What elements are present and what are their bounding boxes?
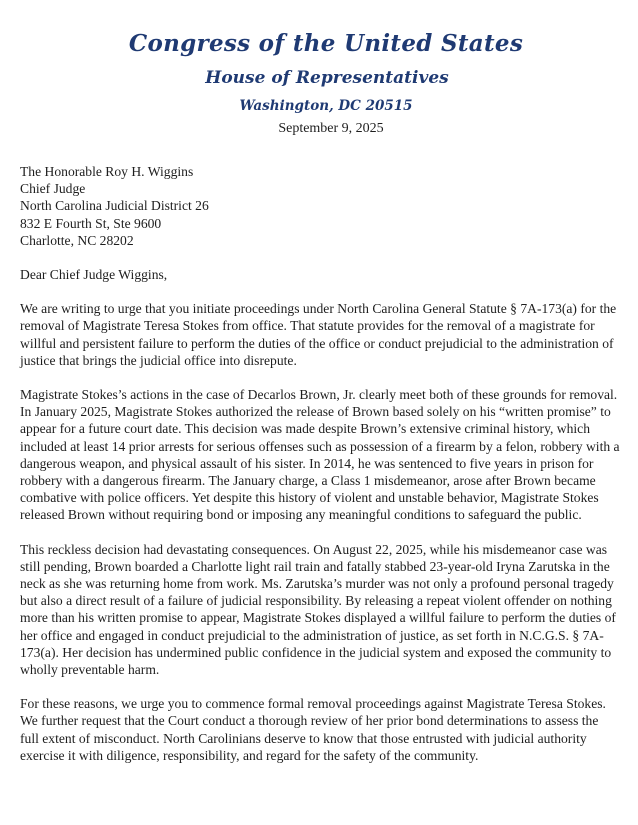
recipient-title: Chief Judge <box>20 181 86 197</box>
paragraph-2: Magistrate Stokes’s actions in the case of Decarlos Brown, Jr. clearly meet both of these grounds for removal. In January 2025, Magistrate Stokes authorized the release of Brown based solely on his “written promise” to appear for a future court date. This decision was made despite Brown’s extensive criminal history, which included at least 14 prior arrests for serious offenses such as possession of a firearm by a felon, robbery with a dangerous weapon, and physical assault of his sister. In 2014, he was sentenced to five years in prison for robbery with a dangerous firearm. The January charge, a Class 1 misdemeanor, arose after Brown became combative with police officers. Yet despite this history of violent and unstable behavior, Magistrate Stokes released Brown without requiring bond or imposing any meaningful conditions to safeguard the public. <box>20 386 620 523</box>
recipient-court: North Carolina Judicial District 26 <box>20 198 209 214</box>
letterhead <box>0 30 638 138</box>
salutation: Dear Chief Judge Wiggins, <box>20 266 168 282</box>
paragraph-1: We are writing to urge that you initiate proceedings under North Carolina General Statute § 7A-173(a) for the removal of Magistrate Teresa Stokes from office. That statute provides for the removal of a magistrate for willful and persistent failure to perform the duties of the office or conduct prejudicial to the administration of justice that brings the judicial office into disrepute. <box>20 301 617 368</box>
letterhead-house-title: House of Representatives <box>205 68 449 88</box>
recipient-name: The Honorable Roy H. Wiggins <box>20 164 194 179</box>
letter-date: September 9, 2025 <box>278 121 384 136</box>
letterhead-location: Washington, DC 20515 <box>239 98 413 114</box>
recipient-address <box>20 163 620 249</box>
letter-body <box>20 163 620 764</box>
letterhead-congress-title: Congress of the United States <box>128 30 524 57</box>
paragraph-4: For these reasons, we urge you to commence formal removal proceedings against Magistrate Teresa Stokes. We further request that the Court conduct a thorough review of her prior bond determinations to assess the full extent of misconduct. North Carolinians deserve to know that those entrusted with judicial authority exercise it with diligence, responsibility, and regard for the safety of the community. <box>20 696 606 763</box>
recipient-street: 832 E Fourth St, Ste 9600 <box>20 215 162 231</box>
recipient-city: Charlotte, NC 28202 <box>20 232 134 248</box>
paragraph-3: This reckless decision had devastating consequences. On August 22, 2025, while his misdemeanor case was still pending, Brown boarded a Charlotte light rail train and fatally stabbed 23-year-old Iryna Zarutska in the neck as she was returning home from work. Ms. Zarutska’s murder was not only a profound personal tragedy but also a direct result of a failure of judicial responsibility. By releasing a repeat violent offender on nothing more than his written promise to appear, Magistrate Stokes displayed a willful failure to perform the duties of her office and engaged in conduct prejudicial to the administration of justice, as set forth in N.C.G.S. § 7A-173(a). Her decision has undermined public confidence in the judicial system and exposed the community to wholly preventable harm. <box>20 541 616 677</box>
